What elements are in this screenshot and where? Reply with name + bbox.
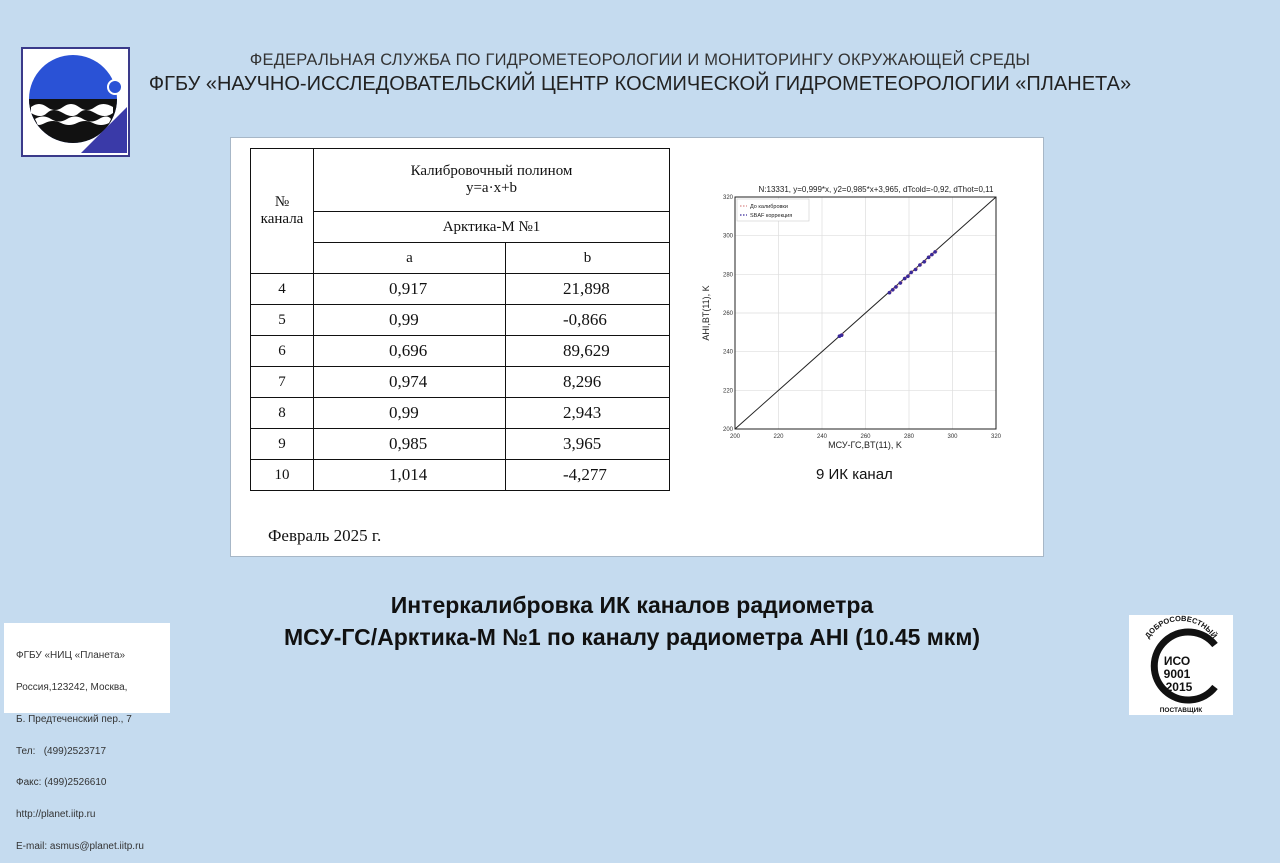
row-b: -0,866	[506, 305, 670, 336]
x-tick-label: 280	[903, 434, 915, 440]
data-point-sbaf	[933, 250, 937, 254]
row-channel: 7	[251, 367, 314, 398]
content-panel	[230, 137, 1044, 557]
y-tick-label: 320	[722, 195, 733, 201]
data-point-sbaf	[891, 288, 895, 292]
scatter-chart	[701, 182, 1019, 457]
satellite-header: Арктика-М №1	[314, 212, 670, 243]
data-point-sbaf	[909, 271, 913, 275]
table-row	[251, 367, 670, 398]
data-point-sbaf	[914, 268, 918, 272]
row-channel: 8	[251, 398, 314, 429]
x-tick-label: 320	[990, 434, 1002, 440]
row-channel: 4	[251, 274, 314, 305]
data-point-sbaf	[918, 263, 922, 267]
chart-title: N:13331, y=0,999*x, y2=0,985*x+3,965, dTcold=-0,92, dThot=0,11	[758, 185, 994, 194]
iso-badge-icon	[1129, 615, 1233, 715]
contact-card	[4, 623, 170, 852]
row-b: 2,943	[506, 398, 670, 429]
contact-address-2: Б. Предтеченский пер., 7	[16, 713, 132, 725]
table-row	[251, 305, 670, 336]
organization-logo	[21, 47, 130, 157]
contact-email[interactable]: E-mail: asmus@planet.iitp.ru	[16, 840, 144, 852]
x-tick-label: 200	[729, 434, 741, 440]
row-a: 0,917	[314, 274, 506, 305]
data-point-sbaf	[903, 277, 907, 281]
data-point-sbaf	[906, 274, 910, 278]
channel-header	[251, 149, 314, 274]
table-row	[251, 460, 670, 491]
table-row	[251, 398, 670, 429]
row-b: 8,296	[506, 367, 670, 398]
footer-title-line-2: МСУ-ГС/Арктика-М №1 по каналу радиометра AHI (10.45 мкм)	[283, 624, 980, 650]
channel-header-line2: канала	[260, 211, 304, 227]
iso-badge-line3: -2015	[1161, 680, 1193, 694]
data-point-sbaf	[840, 333, 844, 337]
contact-website[interactable]: http://planet.iitp.ru	[16, 809, 96, 821]
chart-legend	[737, 199, 809, 221]
row-channel: 9	[251, 429, 314, 460]
header-line-2: ФГБУ «НАУЧНО-ИССЛЕДОВАТЕЛЬСКИЙ ЦЕНТР КОСМИЧЕСКОЙ ГИДРОМЕТЕОРОЛОГИИ «ПЛАНЕТА»	[148, 73, 1132, 95]
row-b: -4,277	[506, 460, 670, 491]
header-line-1: ФЕДЕРАЛЬНАЯ СЛУЖБА ПО ГИДРОМЕТЕОРОЛОГИИ И МОНИТОРИНГУ ОКРУЖАЮЩЕЙ СРЕДЫ	[249, 51, 1031, 69]
row-a: 0,99	[314, 398, 506, 429]
data-point-sbaf	[927, 256, 931, 260]
x-tick-label: 240	[816, 434, 828, 440]
data-point-sbaf	[922, 260, 926, 264]
row-b: 3,965	[506, 429, 670, 460]
y-tick-label: 200	[722, 427, 733, 433]
x-tick-label: 260	[860, 434, 871, 440]
row-a: 0,696	[314, 336, 506, 367]
data-point-sbaf	[899, 281, 903, 285]
row-channel: 5	[251, 305, 314, 336]
iso-badge-top-text: ДОБРОСОВЕСТНЫЙ	[1143, 615, 1219, 640]
iso-badge-line2: 9001	[1163, 667, 1191, 681]
data-point-sbaf	[894, 285, 898, 289]
row-a: 0,99	[314, 305, 506, 336]
polynomial-formula: y=a·x+b	[465, 180, 518, 196]
planeta-logo-icon	[23, 49, 128, 155]
y-tick-label: 220	[722, 388, 733, 395]
contact-fax: Факс: (499)2526610	[16, 777, 107, 789]
row-a: 1,014	[314, 460, 506, 491]
row-b: 89,629	[506, 336, 670, 367]
report-date: Февраль 2025 г.	[268, 526, 382, 545]
chart-caption: 9 ИК канал	[816, 466, 893, 483]
data-point-sbaf	[888, 291, 892, 295]
col-a-header: a	[314, 243, 506, 274]
table-row	[251, 274, 670, 305]
table-row	[251, 429, 670, 460]
data-point-sbaf	[930, 253, 934, 257]
footer-title-line-1: Интеркалибровка ИК каналов радиометра	[390, 592, 874, 618]
row-channel: 6	[251, 336, 314, 367]
row-a: 0,985	[314, 429, 506, 460]
y-tick-label: 260	[722, 311, 733, 317]
y-tick-label: 300	[722, 233, 733, 240]
channel-header-line1: №	[274, 194, 290, 210]
contact-phone: Тел: (499)2523717	[16, 745, 106, 757]
iso-badge-line1: ИСО	[1163, 654, 1191, 668]
row-b: 21,898	[506, 274, 670, 305]
calibration-table	[250, 148, 670, 491]
contact-address-1: Россия,123242, Москва,	[16, 681, 128, 693]
row-channel: 10	[251, 460, 314, 491]
x-tick-label: 300	[947, 434, 958, 440]
iso-certification-badge	[1129, 615, 1233, 715]
col-b-header: b	[506, 243, 670, 274]
y-tick-label: 280	[722, 272, 733, 279]
y-axis-label: AHI,BT(11), K	[701, 285, 711, 341]
table-row	[251, 336, 670, 367]
legend-label-sbaf: SBAF коррекция	[750, 213, 793, 219]
x-axis-label: МСУ-ГС,BT(11), K	[828, 440, 902, 450]
iso-badge-bottom-text: ПОСТАВЩИК	[1159, 707, 1203, 714]
polynomial-title: Калибровочный полином	[410, 163, 573, 179]
legend-label-before: До калибровки	[750, 204, 788, 210]
x-tick-label: 220	[773, 434, 784, 440]
y-tick-label: 240	[722, 349, 733, 356]
polynomial-header	[314, 149, 670, 212]
contact-org: ФГБУ «НИЦ «Планета»	[16, 650, 126, 662]
row-a: 0,974	[314, 367, 506, 398]
